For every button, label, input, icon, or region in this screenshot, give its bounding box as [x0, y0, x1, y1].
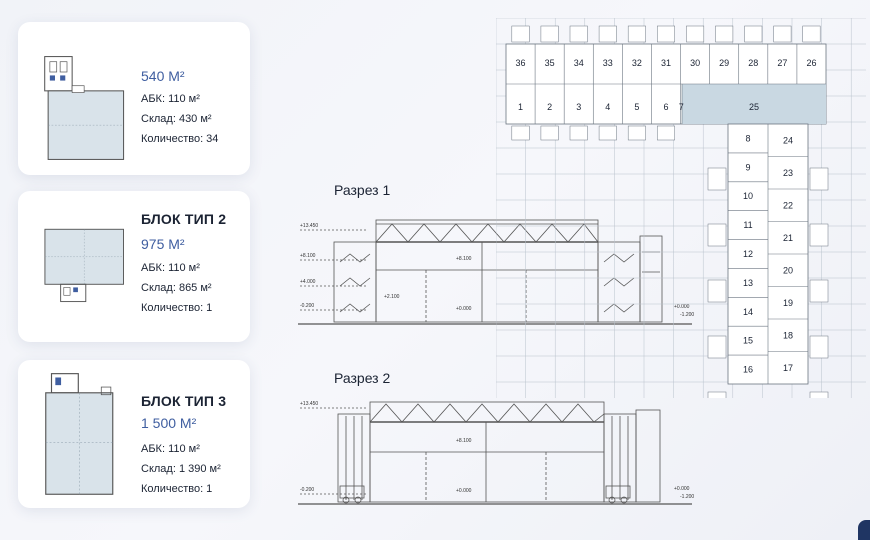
- unit-number-label: 2: [547, 102, 553, 112]
- abk-area: АБК: 110 м²: [141, 443, 200, 455]
- unit-number-label: 26: [806, 58, 817, 68]
- service-block: [512, 26, 529, 42]
- service-block: [803, 26, 820, 42]
- unit-number-label: 10: [742, 191, 754, 202]
- unit-number-label: 15: [742, 335, 754, 346]
- unit-number-label: 5: [634, 102, 640, 112]
- unit-number-label: 33: [602, 58, 613, 68]
- unit-number-label: 3: [576, 102, 582, 112]
- unit-number-label: 25: [748, 102, 760, 112]
- service-block: [599, 126, 616, 140]
- unit-count: Количество: 1: [141, 483, 213, 495]
- unit-plan-thumbnail: [30, 48, 140, 168]
- level-label: +13.450: [300, 223, 319, 229]
- storage-area: Склад: 1 390 м²: [141, 463, 221, 475]
- unit-number-label: 8: [745, 133, 751, 144]
- unit-number-label: 17: [782, 362, 794, 373]
- unit-number-label: 13: [742, 277, 754, 288]
- abk-area: АБК: 110 м²: [141, 262, 200, 274]
- unit-plan-thumbnail: [30, 366, 140, 500]
- unit-card-3[interactable]: [18, 360, 250, 508]
- service-block: [708, 392, 726, 398]
- level-label: +0.000: [674, 304, 690, 310]
- level-label: +0.000: [674, 486, 690, 492]
- level-label: +4.000: [300, 279, 316, 285]
- service-block: [512, 126, 529, 140]
- unit-number-label: 27: [777, 58, 788, 68]
- inner-level-label: +0.000: [456, 488, 472, 494]
- service-block: [708, 224, 726, 246]
- unit-type-title: БЛОК ТИП 3: [141, 393, 227, 409]
- service-block: [708, 336, 726, 358]
- level-label: -0.200: [300, 303, 315, 309]
- inner-level-label: +0.000: [456, 306, 472, 312]
- level-label: +13.450: [300, 401, 319, 407]
- corner-badge: [858, 520, 870, 540]
- service-block: [810, 280, 828, 302]
- unit-number-label: 7: [678, 102, 684, 112]
- site-plan: [496, 18, 866, 398]
- unit-number-label: 32: [631, 58, 642, 68]
- level-label: +8.100: [300, 253, 316, 259]
- unit-number-label: 9: [745, 162, 751, 173]
- unit-number-label: 4: [605, 102, 611, 112]
- service-block: [686, 26, 703, 42]
- storage-area: Склад: 865 м²: [141, 282, 212, 294]
- unit-plan-thumbnail: [30, 223, 140, 333]
- service-block: [810, 168, 828, 190]
- unit-count: Количество: 34: [141, 133, 219, 145]
- unit-count: Количество: 1: [141, 302, 213, 314]
- unit-card-1[interactable]: [18, 22, 250, 175]
- service-block: [657, 26, 674, 42]
- unit-type-title: БЛОК ТИП 2: [141, 211, 227, 227]
- service-block: [715, 26, 732, 42]
- unit-number-label: 16: [742, 364, 754, 375]
- service-block: [708, 280, 726, 302]
- service-block: [628, 126, 645, 140]
- service-block: [810, 392, 828, 398]
- service-block: [745, 26, 762, 42]
- abk-area: АБК: 110 м²: [141, 93, 200, 105]
- unit-number-label: 20: [782, 265, 794, 276]
- inner-level-label: +8.100: [456, 438, 472, 444]
- service-block: [570, 126, 587, 140]
- service-block: [774, 26, 791, 42]
- level-label: -0.200: [300, 487, 315, 493]
- unit-number-label: 23: [782, 167, 794, 178]
- inner-level-label: +2.100: [384, 294, 400, 300]
- unit-number-label: 34: [573, 58, 584, 68]
- unit-number-label: 12: [742, 249, 754, 259]
- section-1-title: Разрез 1: [334, 182, 391, 198]
- level-label: -1.200: [680, 494, 694, 500]
- unit-number-label: 14: [742, 306, 754, 317]
- unit-area: 540 М²: [141, 68, 185, 84]
- service-block: [657, 126, 674, 140]
- unit-area: 975 М²: [141, 236, 185, 252]
- unit-card-2[interactable]: [18, 191, 250, 342]
- level-label: -1.200: [680, 312, 694, 318]
- service-block: [541, 26, 558, 42]
- service-block: [599, 26, 616, 42]
- service-block: [628, 26, 645, 42]
- unit-number-label: 22: [782, 200, 794, 211]
- service-block: [810, 224, 828, 246]
- unit-number-label: 31: [660, 58, 672, 68]
- unit-number-label: 28: [748, 58, 759, 68]
- service-block: [810, 336, 828, 358]
- service-block: [541, 126, 558, 140]
- unit-number-label: 30: [690, 58, 701, 68]
- unit-number-label: 21: [782, 232, 794, 243]
- unit-number-label: 18: [782, 330, 794, 341]
- service-block: [708, 168, 726, 190]
- unit-number-label: 29: [719, 58, 730, 68]
- unit-area: 1 500 М²: [141, 415, 197, 431]
- unit-number-label: 6: [663, 102, 669, 112]
- unit-number-label: 35: [544, 58, 555, 68]
- unit-number-label: 19: [782, 297, 794, 308]
- section-2-title: Разрез 2: [334, 370, 391, 386]
- storage-area: Склад: 430 м²: [141, 113, 212, 125]
- unit-number-label: 11: [743, 220, 753, 231]
- unit-number-label: 1: [518, 102, 524, 112]
- unit-number-label: 36: [515, 58, 526, 68]
- service-block: [570, 26, 587, 42]
- section-2-drawing: [296, 396, 694, 522]
- inner-level-label: +8.100: [456, 256, 472, 262]
- unit-number-label: 24: [782, 135, 794, 146]
